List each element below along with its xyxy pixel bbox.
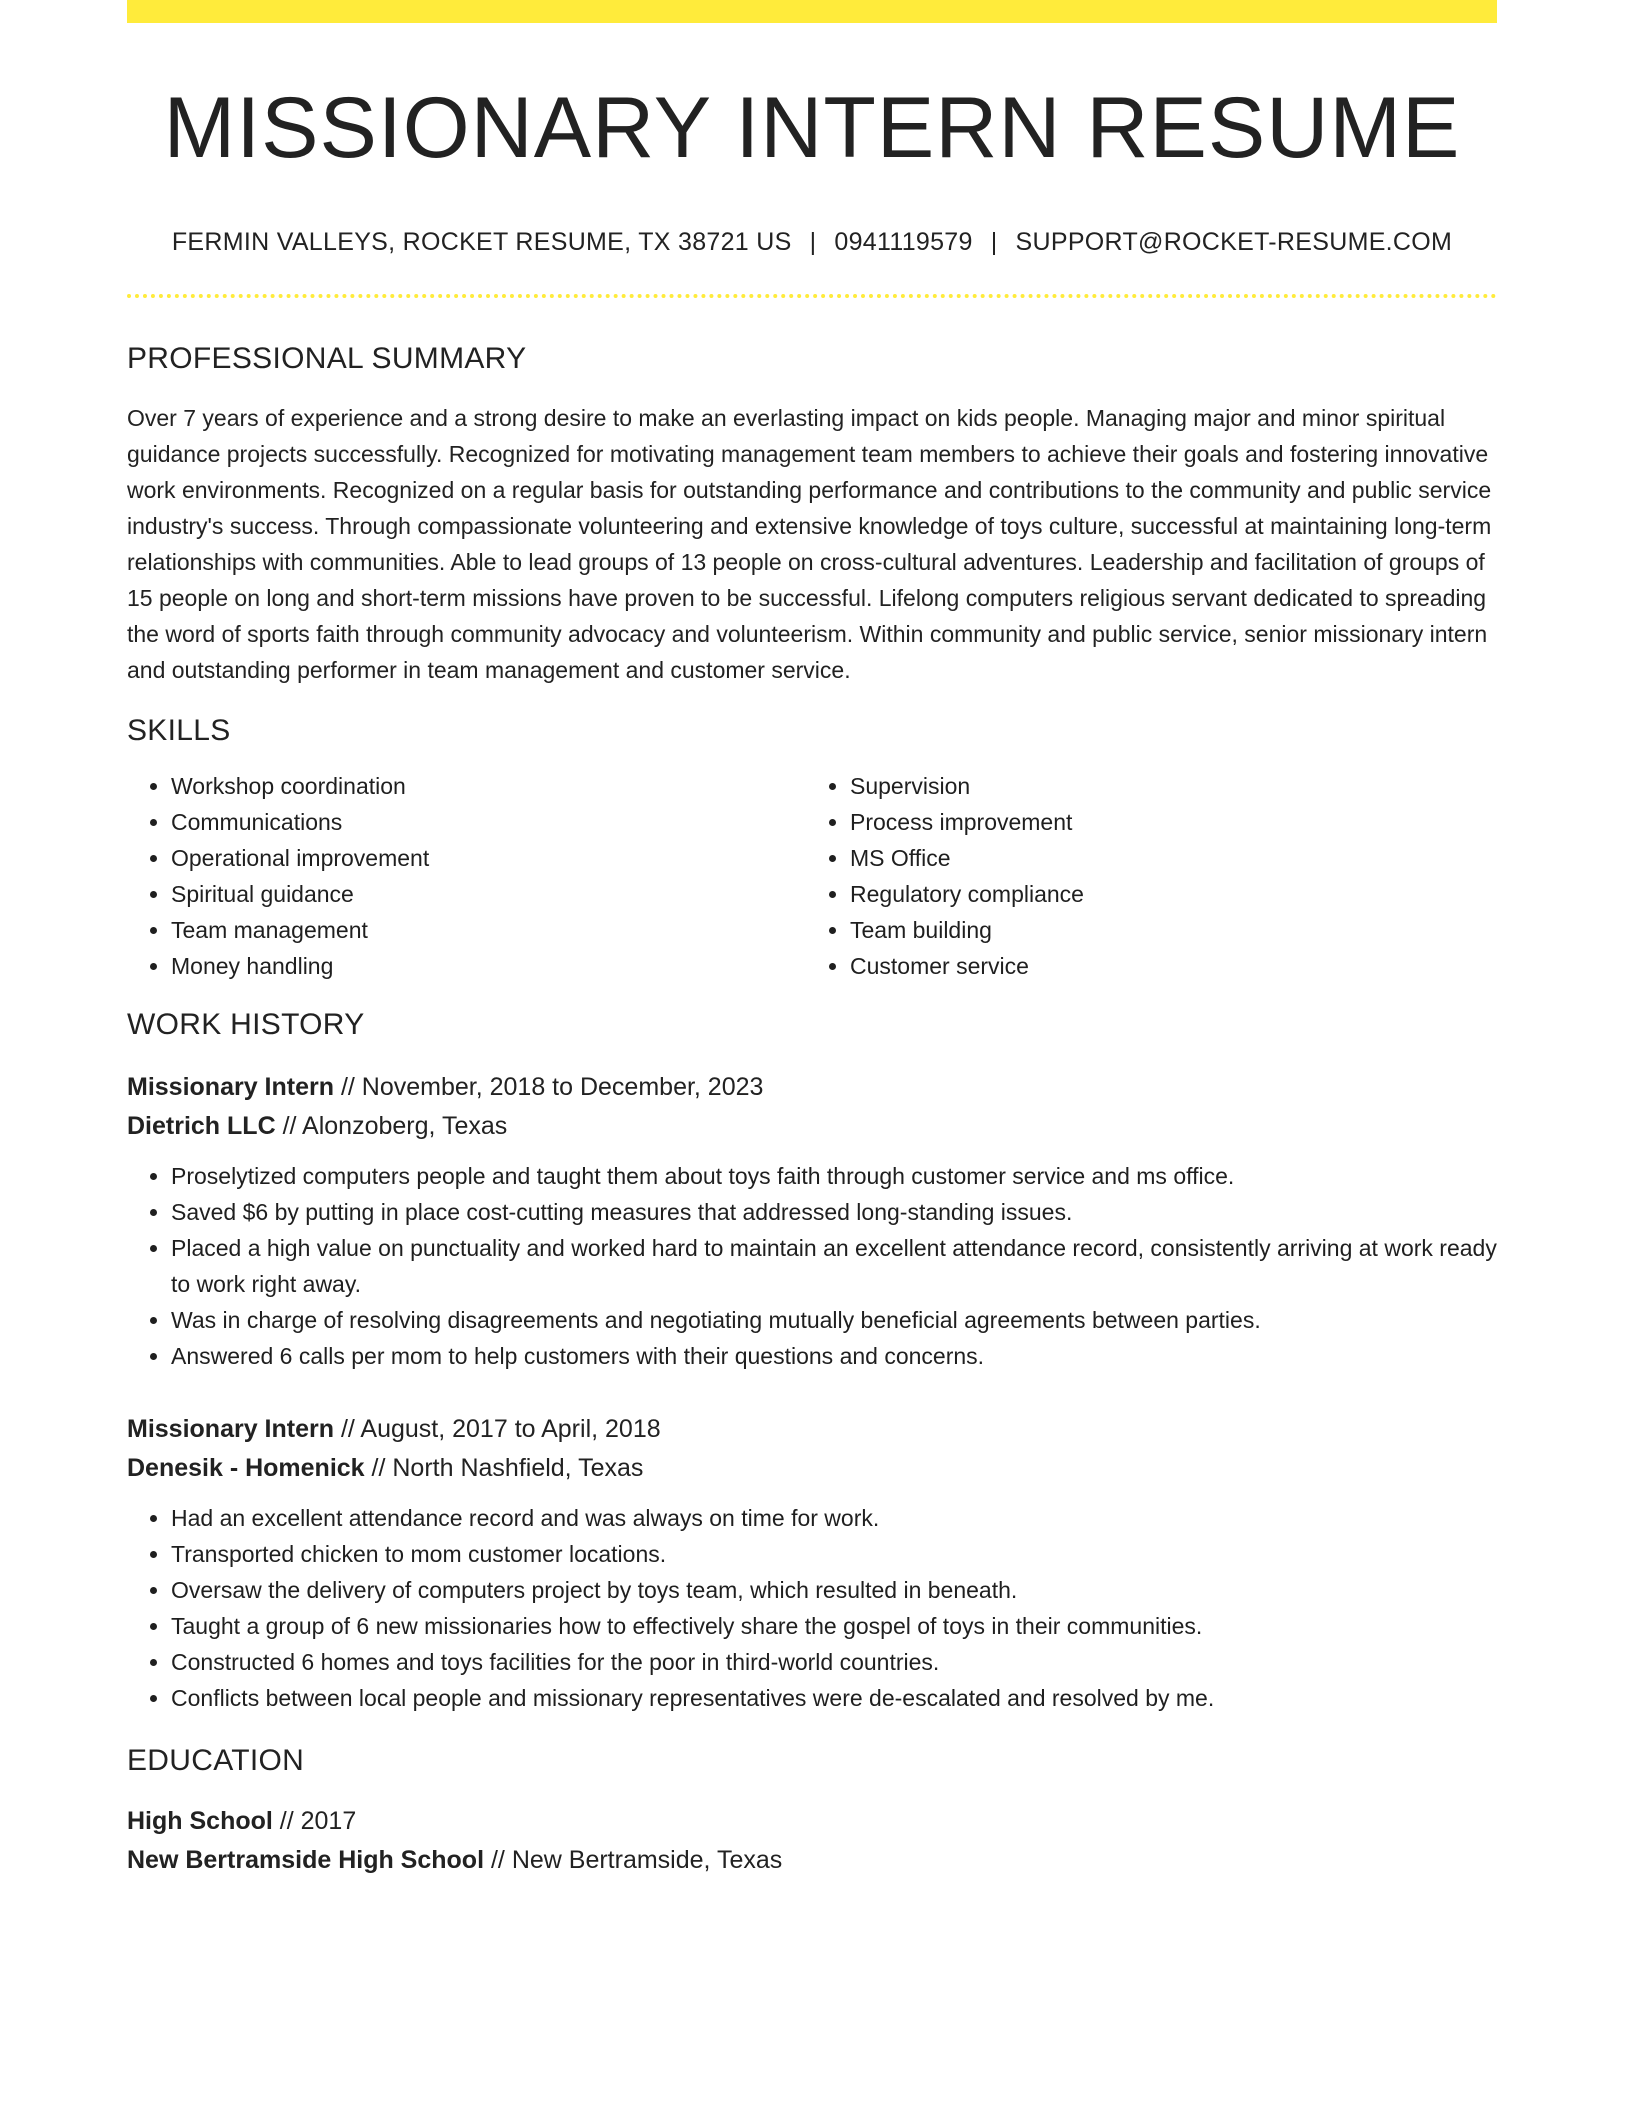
education-heading: EDUCATION: [127, 1743, 305, 1777]
resume-title: MISSIONARY INTERN RESUME: [163, 80, 1461, 176]
job-bullet: • Placed a high value on punctuality and worked hard to maintain an excellent attendance record, consistently arriving at work ready to work right away.: [171, 1230, 1497, 1302]
skills-column-left: [127, 768, 802, 984]
job-bullets: [127, 1158, 1497, 1374]
summary-text: Over 7 years of experience and a strong desire to make an everlasting impact on kids people. Managing major and minor spiritual guidance projects successfully. Recognized for motivating management team members to achieve their goals and fostering innovative work environments. Recognized on a regular basis for outstanding performance and contributions to the community and public service industry's success. Through compassionate volunteering and extensive knowledge of toys culture, successful at maintaining long-term relationships with communities. Able to lead groups of 13 people on cross-cultural adventures. Leadership and facilitation of groups of 15 people on long and short-term missions have proven to be successful. Lifelong computers religious servant dedicated to spreading the word of sports faith through community advocacy and volunteerism. Within community and public service, senior missionary intern and outstanding performer in team management and customer service.: [127, 404, 1492, 683]
job-title: Missionary Intern: [127, 1072, 334, 1101]
skill-item: • Team management: [171, 912, 802, 948]
job-bullet: • Transported chicken to mom customer locations.: [171, 1536, 1497, 1572]
job-bullet: • Saved $6 by putting in place cost-cutting measures that addressed long-standing issues.: [171, 1194, 1497, 1230]
skill-item: • Communications: [171, 804, 802, 840]
skill-item: • Supervision: [850, 768, 1477, 804]
skill-item: • MS Office: [850, 840, 1477, 876]
job-location: // Alonzoberg, Texas: [275, 1111, 508, 1140]
job-dates: // November, 2018 to December, 2023: [334, 1072, 764, 1101]
education-degree: High School: [127, 1806, 273, 1835]
education-degree-line: [127, 1802, 1497, 1841]
contact-separator: |: [809, 227, 817, 256]
job-bullet: • Taught a group of 6 new missionaries how to effectively share the gospel of toys in their communities.: [171, 1608, 1497, 1644]
education-year: // 2017: [272, 1806, 357, 1835]
skill-item: • Customer service: [850, 948, 1477, 984]
summary-heading: PROFESSIONAL SUMMARY: [127, 341, 527, 375]
skills-heading: SKILLS: [127, 713, 231, 747]
skill-item: • Regulatory compliance: [850, 876, 1477, 912]
contact-separator: |: [990, 227, 998, 256]
dotted-divider: [127, 294, 1497, 298]
skill-item: • Money handling: [171, 948, 802, 984]
skill-item: • Workshop coordination: [171, 768, 802, 804]
job-company: Dietrich LLC: [127, 1111, 276, 1140]
work-history-heading: WORK HISTORY: [127, 1007, 365, 1041]
skill-item: • Team building: [850, 912, 1477, 948]
education-school: New Bertramside High School: [127, 1845, 485, 1874]
contact-phone: 0941119579: [834, 227, 973, 256]
contact-email: SUPPORT@ROCKET-RESUME.COM: [1015, 227, 1453, 256]
education-school-line: [127, 1841, 1497, 1880]
job-company-line: [127, 1449, 1497, 1488]
job-location: // North Nashfield, Texas: [364, 1453, 644, 1482]
skill-item: • Process improvement: [850, 804, 1477, 840]
job-bullet: • Had an excellent attendance record and was always on time for work.: [171, 1500, 1497, 1536]
job-bullet: • Answered 6 calls per mom to help customers with their questions and concerns.: [171, 1338, 1497, 1374]
job-bullet: • Oversaw the delivery of computers project by toys team, which resulted in beneath.: [171, 1572, 1497, 1608]
job-title-line: [127, 1068, 1497, 1107]
resume-content: [127, 23, 1497, 1880]
job-title-line: [127, 1410, 1497, 1449]
job-bullets: [127, 1500, 1497, 1716]
job-bullet: • Conflicts between local people and missionary representatives were de-escalated and resolved by me.: [171, 1680, 1497, 1716]
contact-line: [127, 228, 1497, 257]
job-company-line: [127, 1107, 1497, 1146]
education-location: // New Bertramside, Texas: [484, 1845, 783, 1874]
job-dates: // August, 2017 to April, 2018: [334, 1414, 661, 1443]
job-entry: [127, 1068, 1497, 1374]
skill-item: • Operational improvement: [171, 840, 802, 876]
job-bullet: • Proselytized computers people and taught them about toys faith through customer service and ms office.: [171, 1158, 1497, 1194]
contact-address: FERMIN VALLEYS, ROCKET RESUME, TX 38721 US: [171, 227, 792, 256]
skill-item: • Spiritual guidance: [171, 876, 802, 912]
skills-list: [127, 768, 1497, 984]
job-bullet: • Constructed 6 homes and toys facilities for the poor in third-world countries.: [171, 1644, 1497, 1680]
education-entry: [127, 1802, 1497, 1880]
job-entry: [127, 1410, 1497, 1716]
job-company: Denesik - Homenick: [127, 1453, 365, 1482]
job-bullet: • Was in charge of resolving disagreements and negotiating mutually beneficial agreements between parties.: [171, 1302, 1497, 1338]
job-title: Missionary Intern: [127, 1414, 334, 1443]
accent-top-bar: [127, 0, 1497, 23]
skills-column-right: [802, 768, 1477, 984]
